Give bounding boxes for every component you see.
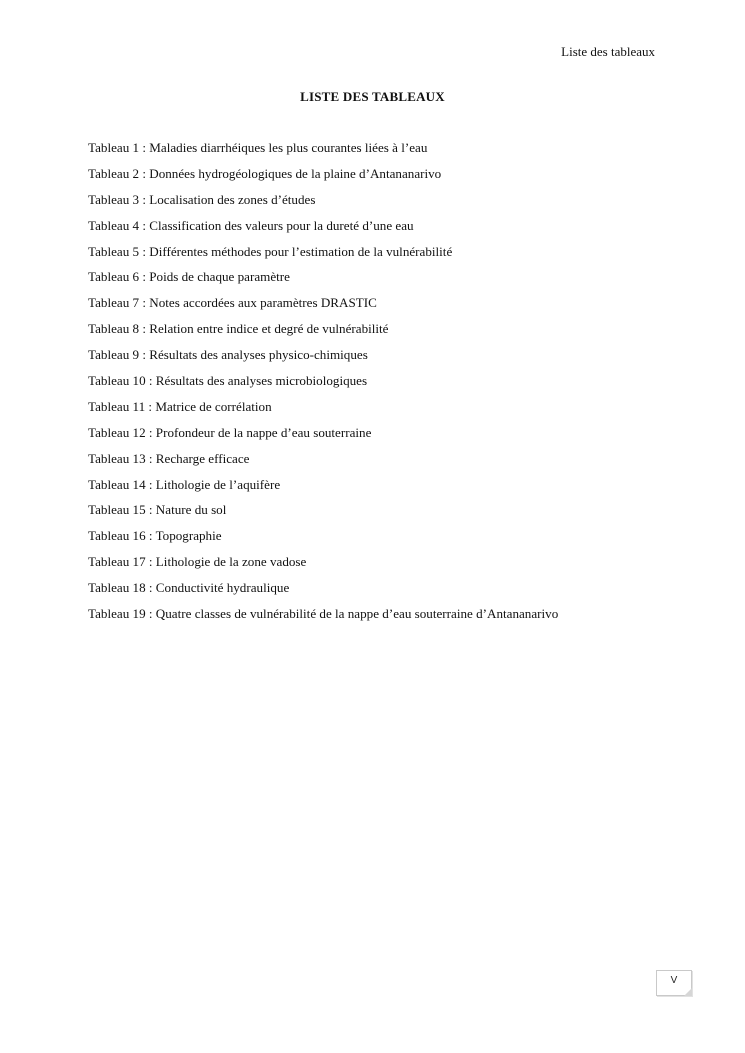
- toc-item: Tableau 13 : Recharge efficace: [88, 450, 250, 466]
- toc-item: Tableau 15 : Nature du sol: [88, 502, 227, 518]
- toc-item: Tableau 1 : Maladies diarrhéiques les plus courantes liées à l’eau: [88, 140, 428, 155]
- toc-item: Tableau 19 : Quatre classes de vulnérabilité de la nappe d’eau souterraine d’Antananarivo: [88, 606, 559, 622]
- toc-item: Tableau 3 : Localisation des zones d’études: [88, 191, 316, 207]
- toc-item: Tableau 18 : Conductivité hydraulique: [88, 580, 290, 596]
- toc-item: Tableau 11 : Matrice de corrélation: [88, 398, 272, 414]
- toc-item: Tableau 14 : Lithologie de l’aquifère: [88, 476, 281, 492]
- toc-item: Tableau 9 : Résultats des analyses physico-chimiques: [88, 347, 368, 363]
- toc-item: Tableau 10 : Résultats des analyses microbiologiques: [88, 373, 368, 389]
- toc-item: Tableau 12 : Profondeur de la nappe d’eau souterraine: [88, 424, 372, 440]
- running-header: Liste des tableaux: [561, 44, 655, 59]
- page-number: V: [670, 975, 678, 986]
- toc-item: Tableau 2 : Données hydrogéologiques de la plaine d’Antananarivo: [88, 165, 442, 181]
- toc-item: Tableau 5 : Différentes méthodes pour l’estimation de la vulnérabilité: [88, 243, 453, 259]
- toc-item: Tableau 16 : Topographie: [88, 528, 222, 544]
- toc-item: Tableau 6 : Poids de chaque paramètre: [88, 269, 290, 285]
- toc-item: Tableau 17 : Lithologie de la zone vadose: [88, 554, 307, 570]
- page-number-box: [656, 970, 692, 996]
- toc-item: Tableau 4 : Classification des valeurs pour la dureté d’une eau: [88, 217, 414, 233]
- page-title: LISTE DES TABLEAUX: [300, 89, 445, 104]
- table-of-tables: [88, 138, 688, 630]
- toc-item: Tableau 8 : Relation entre indice et degré de vulnérabilité: [88, 321, 389, 337]
- toc-item: Tableau 7 : Notes accordées aux paramètres DRASTIC: [88, 295, 377, 311]
